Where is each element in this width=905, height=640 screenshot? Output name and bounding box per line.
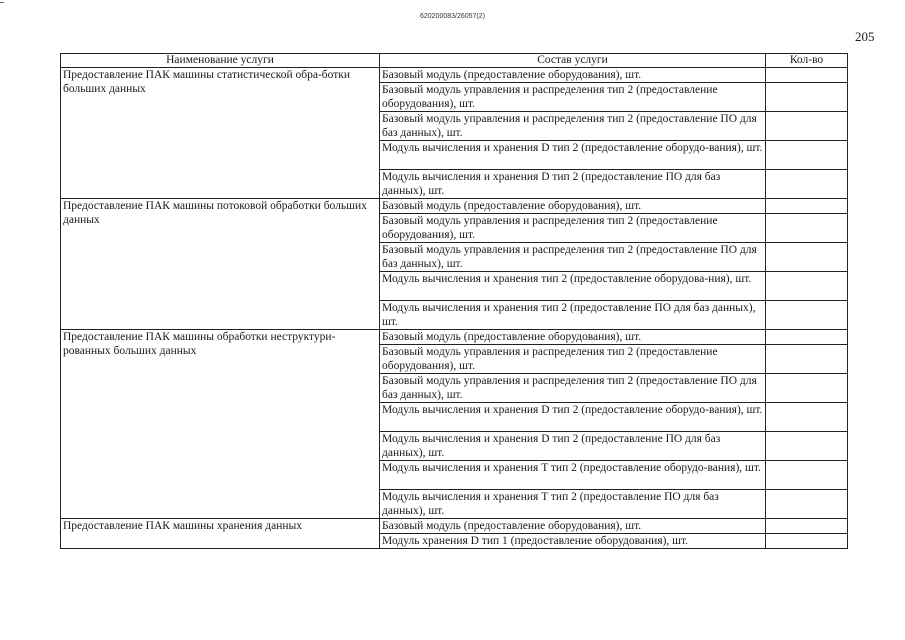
service-component-cell: Базовый модуль (предоставление оборудования), шт. [380, 330, 766, 345]
service-component-cell: Модуль вычисления и хранения тип 2 (предоставление ПО для баз данных), шт. [380, 301, 766, 330]
service-name-cell: Предоставление ПАК машины потоковой обработки больших данных [61, 199, 380, 330]
table-body [61, 68, 848, 549]
quantity-cell [766, 199, 848, 214]
quantity-cell [766, 68, 848, 83]
table-row [61, 330, 848, 345]
document-id: 620200083/26057(2) [419, 13, 485, 20]
table-header-row [61, 54, 848, 68]
quantity-cell [766, 243, 848, 272]
quantity-cell [766, 141, 848, 170]
service-component-cell: Базовый модуль управления и распределения тип 2 (предоставление ПО для баз данных), шт. [380, 243, 766, 272]
service-component-cell: Модуль хранения D тип 1 (предоставление оборудования), шт. [380, 534, 766, 549]
column-header-service-name: Наименование услуги [61, 54, 380, 68]
quantity-cell [766, 301, 848, 330]
quantity-cell [766, 112, 848, 141]
quantity-cell [766, 214, 848, 243]
service-name-cell: Предоставление ПАК машины хранения данных [61, 519, 380, 549]
service-component-cell: Модуль вычисления и хранения тип 2 (предоставление оборудова-ния), шт. [380, 272, 766, 301]
quantity-cell [766, 461, 848, 490]
quantity-cell [766, 490, 848, 519]
service-name-cell: Предоставление ПАК машины статистической обра-ботки больших данных [61, 68, 380, 199]
service-component-cell: Модуль вычисления и хранения D тип 2 (предоставление оборудо-вания), шт. [380, 141, 766, 170]
service-component-cell: Модуль вычисления и хранения D тип 2 (предоставление ПО для баз данных), шт. [380, 432, 766, 461]
table-row [61, 519, 848, 534]
quantity-cell [766, 330, 848, 345]
services-table [60, 53, 848, 549]
service-component-cell: Базовый модуль управления и распределения тип 2 (предоставление оборудования), шт. [380, 83, 766, 112]
service-component-cell: Модуль вычисления и хранения D тип 2 (предоставление оборудо-вания), шт. [380, 403, 766, 432]
quantity-cell [766, 374, 848, 403]
service-component-cell: Базовый модуль (предоставление оборудования), шт. [380, 199, 766, 214]
service-component-cell: Базовый модуль управления и распределения тип 2 (предоставление оборудования), шт. [380, 345, 766, 374]
quantity-cell [766, 83, 848, 112]
service-component-cell: Модуль вычисления и хранения T тип 2 (предоставление ПО для баз данных), шт. [380, 490, 766, 519]
quantity-cell [766, 170, 848, 199]
service-component-cell: Базовый модуль управления и распределения тип 2 (предоставление ПО для баз данных), шт. [380, 112, 766, 141]
quantity-cell [766, 519, 848, 534]
quantity-cell [766, 345, 848, 374]
scan-mark [0, 2, 4, 3]
column-header-service-composition: Состав услуги [380, 54, 766, 68]
page-number: 205 [855, 29, 875, 44]
quantity-cell [766, 272, 848, 301]
column-header-quantity: Кол-во [766, 54, 848, 68]
service-component-cell: Модуль вычисления и хранения D тип 2 (предоставление ПО для баз данных), шт. [380, 170, 766, 199]
table-row [61, 68, 848, 83]
quantity-cell [766, 403, 848, 432]
service-component-cell: Базовый модуль (предоставление оборудования), шт. [380, 519, 766, 534]
quantity-cell [766, 432, 848, 461]
service-component-cell: Базовый модуль (предоставление оборудования), шт. [380, 68, 766, 83]
service-component-cell: Базовый модуль управления и распределения тип 2 (предоставление оборудования), шт. [380, 214, 766, 243]
table-row [61, 199, 848, 214]
quantity-cell [766, 534, 848, 549]
service-name-cell: Предоставление ПАК машины обработки неструктури-рованных больших данных [61, 330, 380, 519]
service-component-cell: Модуль вычисления и хранения T тип 2 (предоставление оборудо-вания), шт. [380, 461, 766, 490]
service-component-cell: Базовый модуль управления и распределения тип 2 (предоставление ПО для баз данных), шт. [380, 374, 766, 403]
